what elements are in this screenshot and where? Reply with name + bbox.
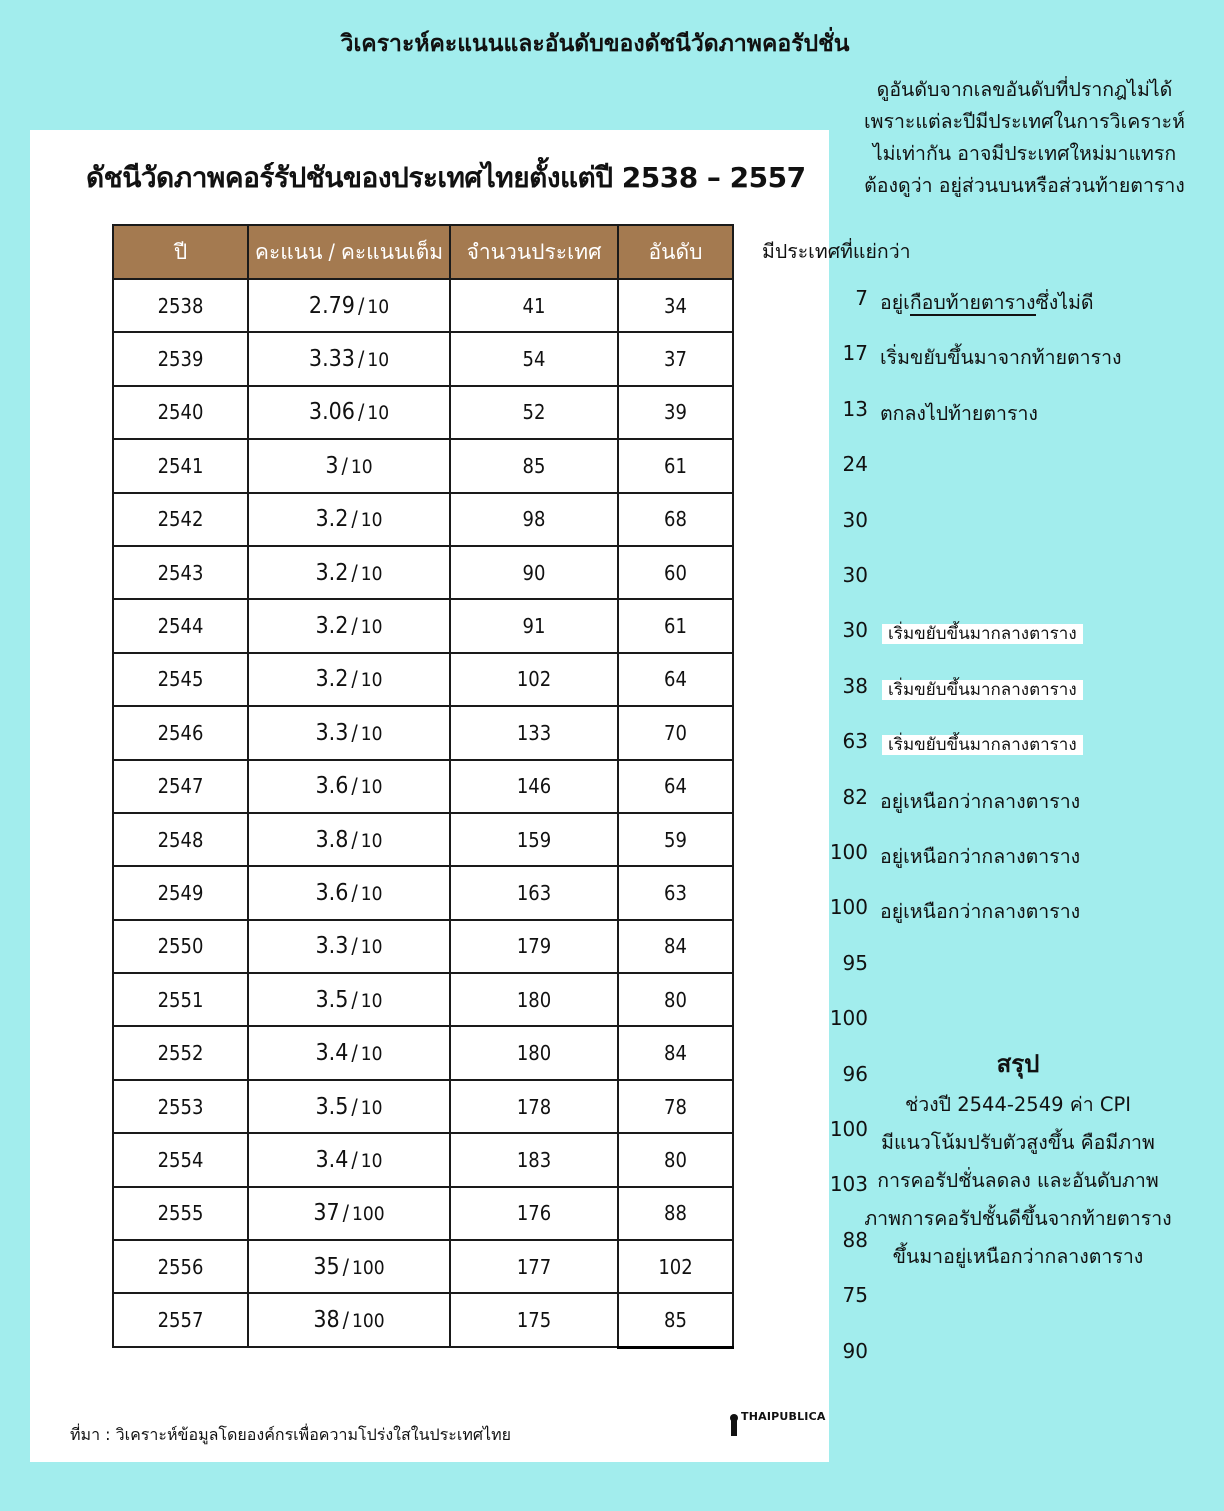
worse-count-number: 13 <box>842 396 868 421</box>
rank-cell: 88 <box>618 1187 733 1240</box>
rank-cell: 78 <box>618 1080 733 1133</box>
year-cell: 2549 <box>113 866 248 919</box>
worse-count-number: 90 <box>842 1338 868 1363</box>
score-cell <box>248 653 450 706</box>
score-cell <box>248 1293 450 1347</box>
side-comment <box>880 342 1122 373</box>
year-cell: 2541 <box>113 439 248 492</box>
worse-count-number: 88 <box>842 1227 868 1252</box>
rank-cell: 70 <box>618 706 733 759</box>
score-cell <box>248 599 450 652</box>
score-value: 3.2 <box>315 506 349 533</box>
countries-cell: 54 <box>450 332 618 385</box>
cpi-infographic-card <box>30 130 829 1462</box>
score-value: 3.2 <box>315 613 349 640</box>
score-separator: / <box>341 453 348 478</box>
year-cell: 2553 <box>113 1080 248 1133</box>
score-value: 3.06 <box>308 399 355 426</box>
worse-count-number: 100 <box>829 1117 868 1141</box>
score-value: 3.3 <box>315 719 349 746</box>
worse-count-number: 100 <box>829 895 868 920</box>
worse-count-number: 63 <box>842 729 868 754</box>
score-value: 3.5 <box>315 986 349 1013</box>
summary-line: ขึ้นมาอยู่เหนือกว่ากลางตาราง <box>892 1245 1144 1268</box>
comment-text: เริ่มขยับขึ้นมากลางตาราง <box>882 680 1083 700</box>
score-cell <box>248 706 450 759</box>
score-value: 2.79 <box>308 292 355 319</box>
summary-line: ภาพการคอรัปชั้นดีขึ้นจากท้ายตาราง <box>864 1207 1172 1230</box>
score-value: 3.33 <box>308 346 355 373</box>
year-cell: 2547 <box>113 760 248 813</box>
score-value: 3.2 <box>315 666 349 693</box>
countries-cell: 177 <box>450 1240 618 1293</box>
comment-text: เริ่มขยับขึ้นมากลางตาราง <box>882 624 1083 644</box>
page-title: วิเคราะห์คะแนนและอันดับของดัชนีวัดภาพคอรัปชั่น <box>340 31 850 57</box>
score-separator: / <box>351 720 358 745</box>
countries-cell: 163 <box>450 866 618 919</box>
comment-text: ตกลงไปท้ายตาราง <box>880 401 1038 425</box>
table-row <box>113 279 733 332</box>
comment-part: อยู่เ <box>880 291 910 314</box>
rank-cell: 84 <box>618 1026 733 1079</box>
countries-cell: 180 <box>450 973 618 1026</box>
header-rank: อันดับ <box>618 225 733 279</box>
score-cell <box>248 1133 450 1186</box>
score-cell <box>248 332 450 385</box>
score-max: 10 <box>360 1096 383 1119</box>
score-separator: / <box>357 347 365 372</box>
countries-cell: 133 <box>450 706 618 759</box>
rank-cell: 59 <box>618 813 733 866</box>
score-separator: / <box>351 507 358 532</box>
worse-count-number: 100 <box>829 840 868 864</box>
score-max: 10 <box>367 295 390 318</box>
worse-count-number: 30 <box>842 618 868 643</box>
score-max: 100 <box>352 1203 385 1226</box>
score-value: 38 <box>313 1307 340 1334</box>
score-separator: / <box>351 987 358 1012</box>
summary-line: มีแนวโน้มปรับตัวสูงขึ้น คือมีภาพ <box>881 1131 1155 1154</box>
note-line: ต้องดูว่า อยู่ส่วนบนหรือส่วนท้ายตาราง <box>864 174 1185 197</box>
table-row <box>113 1026 733 1079</box>
score-cell <box>248 813 450 866</box>
source-text: ที่มา : วิเคราะห์ข้อมูลโดยองค์กรเพื่อความโปร่งใสในประเทศไทย <box>70 1425 511 1444</box>
table-body <box>113 279 733 1347</box>
score-max: 10 <box>360 882 383 905</box>
side-comment-highlighted <box>882 676 1083 703</box>
score-value: 3.3 <box>315 933 349 960</box>
year-cell: 2540 <box>113 386 248 439</box>
score-separator: / <box>351 934 358 959</box>
year-cell: 2538 <box>113 279 248 332</box>
header-score: คะแนน / คะแนนเต็ม <box>248 225 450 279</box>
side-comment-highlighted <box>882 731 1083 758</box>
score-value: 3.4 <box>315 1146 349 1173</box>
score-value: 3.5 <box>315 1093 349 1120</box>
score-value: 37 <box>313 1200 340 1227</box>
score-max: 10 <box>360 669 383 692</box>
year-cell: 2545 <box>113 653 248 706</box>
comment-text: เริ่มขยับขึ้นมากลางตาราง <box>882 735 1083 755</box>
score-separator: / <box>351 1147 358 1172</box>
countries-cell: 90 <box>450 546 618 599</box>
year-cell: 2546 <box>113 706 248 759</box>
rank-cell: 64 <box>618 760 733 813</box>
table-row <box>113 493 733 546</box>
table-row <box>113 1293 733 1347</box>
comment-part: ซึ่งไม่ดี <box>1035 291 1094 314</box>
table-row <box>113 760 733 813</box>
rank-cell: 37 <box>618 332 733 385</box>
score-separator: / <box>351 774 358 799</box>
year-cell: 2543 <box>113 546 248 599</box>
rank-cell: 34 <box>618 279 733 332</box>
countries-cell: 85 <box>450 439 618 492</box>
table-row <box>113 599 733 652</box>
countries-cell: 41 <box>450 279 618 332</box>
table-row <box>113 386 733 439</box>
year-cell: 2548 <box>113 813 248 866</box>
note-line: ไม่เท่ากัน อาจมีประเทศใหม่มาแทรก <box>872 142 1177 165</box>
table-row <box>113 973 733 1026</box>
score-max: 10 <box>367 349 390 372</box>
score-max: 10 <box>360 509 383 532</box>
countries-cell: 176 <box>450 1187 618 1240</box>
worse-count-number: 24 <box>842 452 868 477</box>
score-value: 3.6 <box>315 773 349 800</box>
note-line: ดูอันดับจากเลขอันดับที่ปรากฎไม่ได้ <box>876 78 1173 101</box>
note-line: เพราะแต่ละปีมีประเทศในการวิเคราะห์ <box>863 110 1186 133</box>
countries-cell: 180 <box>450 1026 618 1079</box>
score-cell <box>248 493 450 546</box>
summary-title: สรุป <box>996 1050 1040 1078</box>
score-cell <box>248 546 450 599</box>
countries-cell: 178 <box>450 1080 618 1133</box>
score-cell <box>248 760 450 813</box>
table-row <box>113 1133 733 1186</box>
logo-text: THAIPUBLICA <box>741 1410 826 1423</box>
side-comment <box>880 896 1080 927</box>
table-header-row <box>113 225 733 279</box>
score-separator: / <box>357 293 365 318</box>
worse-count-number: 75 <box>842 1283 868 1308</box>
score-value: 3.2 <box>315 559 349 586</box>
worse-count-number: 103 <box>829 1172 868 1197</box>
score-separator: / <box>351 827 358 852</box>
worse-count-number: 100 <box>829 1006 868 1031</box>
year-cell: 2542 <box>113 493 248 546</box>
score-separator: / <box>342 1308 350 1333</box>
score-max: 100 <box>352 1310 385 1333</box>
score-value: 3.4 <box>315 1040 349 1067</box>
countries-cell: 98 <box>450 493 618 546</box>
score-value: 3 <box>325 452 339 479</box>
score-max: 10 <box>350 455 373 478</box>
year-cell: 2552 <box>113 1026 248 1079</box>
score-value: 3.8 <box>315 826 349 853</box>
table-row <box>113 1240 733 1293</box>
worse-count-number: 17 <box>842 341 868 366</box>
score-max: 10 <box>360 829 383 852</box>
rank-cell: 39 <box>618 386 733 439</box>
header-countries: จำนวนประเทศ <box>450 225 618 279</box>
worse-count-number: 30 <box>842 563 868 587</box>
table-row <box>113 866 733 919</box>
score-value: 35 <box>313 1253 340 1280</box>
countries-cell: 179 <box>450 920 618 973</box>
countries-cell: 52 <box>450 386 618 439</box>
score-separator: / <box>351 614 358 639</box>
summary-line: การคอรัปชั่นลดลง และอันดับภาพ <box>877 1169 1159 1192</box>
worse-count-number: 96 <box>842 1061 868 1086</box>
score-cell <box>248 1080 450 1133</box>
side-header: มีประเทศที่แย่กว่า <box>762 240 911 263</box>
score-separator: / <box>342 1254 350 1279</box>
score-separator: / <box>351 560 358 585</box>
score-separator: / <box>351 1094 358 1119</box>
score-separator: / <box>351 880 358 905</box>
year-cell: 2554 <box>113 1133 248 1186</box>
comment-text: เริ่มขยับขึ้นมาจากท้ายตาราง <box>880 346 1122 370</box>
score-cell <box>248 386 450 439</box>
score-max: 10 <box>360 776 383 799</box>
table-row <box>113 653 733 706</box>
cpi-table <box>112 224 734 1349</box>
side-comment <box>880 841 1080 872</box>
rank-cell: 80 <box>618 973 733 1026</box>
rank-cell: 60 <box>618 546 733 599</box>
header-year: ปี <box>113 225 248 279</box>
rank-cell: 68 <box>618 493 733 546</box>
rank-cell: 84 <box>618 920 733 973</box>
table-row <box>113 1080 733 1133</box>
score-max: 10 <box>360 616 383 639</box>
score-cell <box>248 1026 450 1079</box>
side-comment <box>880 287 1094 318</box>
comment-text: อยู่เหนือกว่ากลางตาราง <box>880 900 1081 924</box>
year-cell: 2551 <box>113 973 248 1026</box>
side-comment-highlighted <box>882 620 1083 647</box>
note-text <box>832 74 1217 202</box>
score-cell <box>248 279 450 332</box>
countries-cell: 102 <box>450 653 618 706</box>
countries-cell: 183 <box>450 1133 618 1186</box>
score-max: 10 <box>360 562 383 585</box>
rank-cell: 64 <box>618 653 733 706</box>
countries-cell: 175 <box>450 1293 618 1347</box>
score-cell <box>248 1240 450 1293</box>
rank-cell: 85 <box>618 1293 733 1347</box>
score-cell <box>248 1187 450 1240</box>
year-cell: 2539 <box>113 332 248 385</box>
score-max: 10 <box>360 1043 383 1066</box>
score-separator: / <box>357 400 365 425</box>
keyhole-stem <box>731 1420 737 1436</box>
year-cell: 2544 <box>113 599 248 652</box>
year-cell: 2555 <box>113 1187 248 1240</box>
score-cell <box>248 439 450 492</box>
table-row <box>113 439 733 492</box>
year-cell: 2556 <box>113 1240 248 1293</box>
table-row <box>113 546 733 599</box>
worse-count-number: 38 <box>842 673 868 698</box>
comment-text: อยู่เหนือกว่ากลางตาราง <box>880 789 1081 813</box>
rank-cell: 102 <box>618 1240 733 1293</box>
worse-count-number: 7 <box>855 286 868 310</box>
rank-cell: 63 <box>618 866 733 919</box>
score-max: 10 <box>360 722 383 745</box>
rank-cell: 61 <box>618 439 733 492</box>
score-max: 10 <box>360 936 383 959</box>
score-max: 10 <box>360 1149 383 1172</box>
rank-cell: 80 <box>618 1133 733 1186</box>
table-row <box>113 813 733 866</box>
year-cell: 2550 <box>113 920 248 973</box>
table-row <box>113 1187 733 1240</box>
worse-count-number: 82 <box>842 784 868 809</box>
side-comment <box>880 398 1038 429</box>
countries-cell: 146 <box>450 760 618 813</box>
summary <box>862 1044 1174 1276</box>
side-comment <box>880 786 1080 817</box>
worse-count-number: 30 <box>842 507 868 532</box>
score-separator: / <box>351 667 358 692</box>
table-row <box>113 332 733 385</box>
summary-line: ช่วงปี 2544-2549 ค่า CPI <box>904 1093 1132 1116</box>
rank-cell: 61 <box>618 599 733 652</box>
worse-count-number: 95 <box>842 950 868 975</box>
score-value: 3.6 <box>315 879 349 906</box>
score-cell <box>248 920 450 973</box>
comment-underlined-part: กือบท้ายตาราง <box>909 291 1036 314</box>
table-row <box>113 706 733 759</box>
score-max: 10 <box>367 402 390 425</box>
table-row <box>113 920 733 973</box>
year-cell: 2557 <box>113 1293 248 1347</box>
thaipublica-logo <box>727 1408 826 1444</box>
score-separator: / <box>342 1201 350 1226</box>
score-max: 100 <box>352 1256 385 1279</box>
comment-text: อยู่เหนือกว่ากลางตาราง <box>880 845 1081 868</box>
card-title: ดัชนีวัดภาพคอร์รัปชันของประเทศไทยตั้งแต่ปี 2538 – 2557 <box>86 161 806 194</box>
countries-cell: 159 <box>450 813 618 866</box>
score-cell <box>248 973 450 1026</box>
score-separator: / <box>351 1041 358 1066</box>
countries-cell: 91 <box>450 599 618 652</box>
score-max: 10 <box>360 989 383 1012</box>
score-cell <box>248 866 450 919</box>
